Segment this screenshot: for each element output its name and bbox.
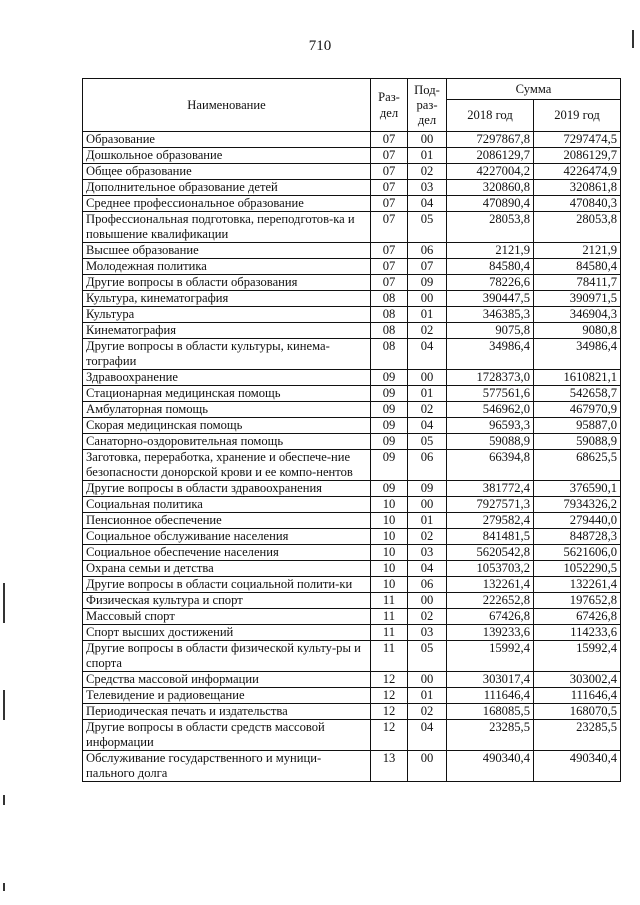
row-name: Другие вопросы в области средств массовой информации <box>83 720 371 751</box>
row-razdel: 07 <box>371 212 408 243</box>
row-podrazdel: 03 <box>408 545 447 561</box>
table-row <box>83 513 621 529</box>
row-amount-2018: 28053,8 <box>447 212 534 243</box>
row-amount-2018: 23285,5 <box>447 720 534 751</box>
table-row <box>83 751 621 782</box>
table-row <box>83 180 621 196</box>
row-amount-2018: 2121,9 <box>447 243 534 259</box>
row-name: Высшее образование <box>83 243 371 259</box>
row-amount-2019: 84580,4 <box>534 259 621 275</box>
row-amount-2018: 132261,4 <box>447 577 534 593</box>
table-row <box>83 561 621 577</box>
row-amount-2018: 67426,8 <box>447 609 534 625</box>
row-razdel: 10 <box>371 545 408 561</box>
row-razdel: 08 <box>371 307 408 323</box>
table-row <box>83 625 621 641</box>
row-name: Социальная политика <box>83 497 371 513</box>
row-amount-2019: 7934326,2 <box>534 497 621 513</box>
row-razdel: 07 <box>371 275 408 291</box>
table-row <box>83 291 621 307</box>
row-amount-2019: 490340,4 <box>534 751 621 782</box>
row-amount-2018: 490340,4 <box>447 751 534 782</box>
row-podrazdel: 00 <box>408 672 447 688</box>
row-podrazdel: 06 <box>408 450 447 481</box>
row-razdel: 09 <box>371 386 408 402</box>
row-razdel: 10 <box>371 529 408 545</box>
row-podrazdel: 01 <box>408 688 447 704</box>
table-row <box>83 196 621 212</box>
row-amount-2019: 2086129,7 <box>534 148 621 164</box>
row-podrazdel: 03 <box>408 180 447 196</box>
table-row <box>83 497 621 513</box>
row-name: Кинематография <box>83 323 371 339</box>
row-razdel: 09 <box>371 450 408 481</box>
row-podrazdel: 04 <box>408 561 447 577</box>
row-name: Скорая медицинская помощь <box>83 418 371 434</box>
row-razdel: 09 <box>371 370 408 386</box>
row-name: Социальное обслуживание населения <box>83 529 371 545</box>
row-podrazdel: 07 <box>408 259 447 275</box>
row-amount-2018: 470890,4 <box>447 196 534 212</box>
scan-mark <box>3 583 5 623</box>
row-razdel: 11 <box>371 609 408 625</box>
row-amount-2019: 346904,3 <box>534 307 621 323</box>
row-razdel: 13 <box>371 751 408 782</box>
row-amount-2018: 546962,0 <box>447 402 534 418</box>
row-podrazdel: 05 <box>408 641 447 672</box>
row-name: Дошкольное образование <box>83 148 371 164</box>
table-row <box>83 641 621 672</box>
row-amount-2018: 390447,5 <box>447 291 534 307</box>
row-podrazdel: 06 <box>408 577 447 593</box>
row-amount-2018: 78226,6 <box>447 275 534 291</box>
row-name: Другие вопросы в области социальной полити-ки <box>83 577 371 593</box>
row-razdel: 11 <box>371 593 408 609</box>
row-amount-2018: 2086129,7 <box>447 148 534 164</box>
table-row <box>83 212 621 243</box>
row-razdel: 09 <box>371 418 408 434</box>
row-name: Стационарная медицинская помощь <box>83 386 371 402</box>
row-podrazdel: 02 <box>408 609 447 625</box>
row-amount-2018: 84580,4 <box>447 259 534 275</box>
scan-mark <box>3 690 5 720</box>
row-amount-2018: 1728373,0 <box>447 370 534 386</box>
row-amount-2019: 9080,8 <box>534 323 621 339</box>
table-row <box>83 720 621 751</box>
row-amount-2019: 5621606,0 <box>534 545 621 561</box>
row-podrazdel: 04 <box>408 418 447 434</box>
row-podrazdel: 00 <box>408 132 447 148</box>
row-amount-2019: 59088,9 <box>534 434 621 450</box>
row-razdel: 07 <box>371 132 408 148</box>
row-podrazdel: 05 <box>408 212 447 243</box>
row-podrazdel: 04 <box>408 339 447 370</box>
row-amount-2018: 168085,5 <box>447 704 534 720</box>
table-row <box>83 323 621 339</box>
row-amount-2018: 346385,3 <box>447 307 534 323</box>
row-razdel: 08 <box>371 339 408 370</box>
row-name: Телевидение и радиовещание <box>83 688 371 704</box>
row-name: Заготовка, переработка, хранение и обеспече-ние безопасности донорской крови и ее компо-нентов <box>83 450 371 481</box>
row-amount-2019: 4226474,9 <box>534 164 621 180</box>
row-name: Санаторно-оздоровительная помощь <box>83 434 371 450</box>
row-razdel: 08 <box>371 291 408 307</box>
row-name: Профессиональная подготовка, переподготов-ка и повышение квалификации <box>83 212 371 243</box>
row-amount-2019: 95887,0 <box>534 418 621 434</box>
scan-mark <box>3 795 5 805</box>
row-podrazdel: 01 <box>408 386 447 402</box>
row-name: Другие вопросы в области физической культу-ры и спорта <box>83 641 371 672</box>
row-name: Здравоохранение <box>83 370 371 386</box>
row-name: Амбулаторная помощь <box>83 402 371 418</box>
row-razdel: 07 <box>371 259 408 275</box>
table-row <box>83 339 621 370</box>
scan-mark <box>3 883 5 891</box>
table-row <box>83 545 621 561</box>
row-podrazdel: 00 <box>408 497 447 513</box>
row-amount-2018: 66394,8 <box>447 450 534 481</box>
row-razdel: 07 <box>371 196 408 212</box>
table-row <box>83 418 621 434</box>
table-row <box>83 577 621 593</box>
row-amount-2018: 9075,8 <box>447 323 534 339</box>
row-amount-2018: 279582,4 <box>447 513 534 529</box>
table-row <box>83 402 621 418</box>
row-amount-2018: 4227004,2 <box>447 164 534 180</box>
row-amount-2019: 390971,5 <box>534 291 621 307</box>
row-podrazdel: 09 <box>408 481 447 497</box>
row-podrazdel: 00 <box>408 751 447 782</box>
row-amount-2019: 467970,9 <box>534 402 621 418</box>
row-podrazdel: 02 <box>408 164 447 180</box>
row-podrazdel: 05 <box>408 434 447 450</box>
row-razdel: 09 <box>371 434 408 450</box>
row-amount-2018: 577561,6 <box>447 386 534 402</box>
table-row <box>83 164 621 180</box>
row-amount-2019: 15992,4 <box>534 641 621 672</box>
row-amount-2018: 139233,6 <box>447 625 534 641</box>
row-razdel: 08 <box>371 323 408 339</box>
table-row <box>83 609 621 625</box>
row-razdel: 07 <box>371 148 408 164</box>
row-amount-2018: 303017,4 <box>447 672 534 688</box>
table-body <box>83 132 621 782</box>
table-row <box>83 450 621 481</box>
header-year-2018: 2018 год <box>447 100 534 132</box>
row-amount-2018: 59088,9 <box>447 434 534 450</box>
row-amount-2019: 848728,3 <box>534 529 621 545</box>
row-podrazdel: 00 <box>408 593 447 609</box>
row-podrazdel: 04 <box>408 196 447 212</box>
row-podrazdel: 00 <box>408 370 447 386</box>
row-amount-2018: 111646,4 <box>447 688 534 704</box>
row-podrazdel: 02 <box>408 323 447 339</box>
row-name: Общее образование <box>83 164 371 180</box>
page-number: 710 <box>308 38 332 54</box>
table-row <box>83 386 621 402</box>
scan-mark <box>632 30 634 48</box>
row-amount-2019: 111646,4 <box>534 688 621 704</box>
row-amount-2018: 222652,8 <box>447 593 534 609</box>
row-amount-2019: 376590,1 <box>534 481 621 497</box>
table-row <box>83 481 621 497</box>
row-podrazdel: 03 <box>408 625 447 641</box>
row-name: Средства массовой информации <box>83 672 371 688</box>
row-amount-2019: 1052290,5 <box>534 561 621 577</box>
row-name: Периодическая печать и издательства <box>83 704 371 720</box>
table-row <box>83 688 621 704</box>
row-razdel: 09 <box>371 402 408 418</box>
header-year-2019: 2019 год <box>534 100 621 132</box>
row-podrazdel: 09 <box>408 275 447 291</box>
row-amount-2019: 1610821,1 <box>534 370 621 386</box>
row-amount-2019: 197652,8 <box>534 593 621 609</box>
row-amount-2019: 114233,6 <box>534 625 621 641</box>
row-name: Среднее профессиональное образование <box>83 196 371 212</box>
row-name: Культура, кинематография <box>83 291 371 307</box>
row-name: Культура <box>83 307 371 323</box>
row-razdel: 11 <box>371 641 408 672</box>
row-razdel: 12 <box>371 720 408 751</box>
row-amount-2019: 542658,7 <box>534 386 621 402</box>
row-podrazdel: 02 <box>408 402 447 418</box>
table-row <box>83 243 621 259</box>
row-amount-2018: 96593,3 <box>447 418 534 434</box>
row-amount-2018: 7927571,3 <box>447 497 534 513</box>
row-razdel: 09 <box>371 481 408 497</box>
table-row <box>83 593 621 609</box>
row-amount-2018: 1053703,2 <box>447 561 534 577</box>
row-name: Другие вопросы в области здравоохранения <box>83 481 371 497</box>
row-amount-2019: 67426,8 <box>534 609 621 625</box>
row-name: Спорт высших достижений <box>83 625 371 641</box>
row-name: Пенсионное обеспечение <box>83 513 371 529</box>
row-amount-2019: 320861,8 <box>534 180 621 196</box>
row-name: Социальное обеспечение населения <box>83 545 371 561</box>
row-podrazdel: 06 <box>408 243 447 259</box>
row-razdel: 10 <box>371 577 408 593</box>
header-summa: Сумма <box>447 79 621 100</box>
header-podrazdel: Под- раз- дел <box>408 79 447 132</box>
row-podrazdel: 02 <box>408 704 447 720</box>
row-amount-2019: 2121,9 <box>534 243 621 259</box>
row-amount-2019: 303002,4 <box>534 672 621 688</box>
row-amount-2019: 132261,4 <box>534 577 621 593</box>
row-razdel: 07 <box>371 243 408 259</box>
row-amount-2018: 34986,4 <box>447 339 534 370</box>
table-row <box>83 148 621 164</box>
row-razdel: 12 <box>371 672 408 688</box>
row-name: Массовый спорт <box>83 609 371 625</box>
table-row <box>83 275 621 291</box>
row-podrazdel: 01 <box>408 148 447 164</box>
row-amount-2019: 279440,0 <box>534 513 621 529</box>
row-amount-2018: 381772,4 <box>447 481 534 497</box>
row-razdel: 10 <box>371 513 408 529</box>
row-razdel: 12 <box>371 704 408 720</box>
table-row <box>83 704 621 720</box>
table-row <box>83 529 621 545</box>
header-name: Наименование <box>83 79 371 132</box>
row-amount-2019: 7297474,5 <box>534 132 621 148</box>
row-podrazdel: 01 <box>408 513 447 529</box>
row-razdel: 07 <box>371 164 408 180</box>
row-amount-2019: 23285,5 <box>534 720 621 751</box>
row-name: Образование <box>83 132 371 148</box>
budget-table <box>82 78 621 782</box>
row-razdel: 10 <box>371 497 408 513</box>
row-amount-2019: 34986,4 <box>534 339 621 370</box>
table-row <box>83 434 621 450</box>
row-name: Другие вопросы в области образования <box>83 275 371 291</box>
row-amount-2018: 320860,8 <box>447 180 534 196</box>
row-amount-2018: 15992,4 <box>447 641 534 672</box>
row-name: Физическая культура и спорт <box>83 593 371 609</box>
row-name: Обслуживание государственного и муници-пального долга <box>83 751 371 782</box>
row-amount-2019: 78411,7 <box>534 275 621 291</box>
row-podrazdel: 01 <box>408 307 447 323</box>
row-amount-2018: 841481,5 <box>447 529 534 545</box>
row-podrazdel: 00 <box>408 291 447 307</box>
row-name: Молодежная политика <box>83 259 371 275</box>
table-row <box>83 132 621 148</box>
table-row <box>83 259 621 275</box>
row-razdel: 11 <box>371 625 408 641</box>
row-razdel: 12 <box>371 688 408 704</box>
row-amount-2018: 5620542,8 <box>447 545 534 561</box>
table-row <box>83 307 621 323</box>
header-razdel: Раз- дел <box>371 79 408 132</box>
row-amount-2019: 470840,3 <box>534 196 621 212</box>
row-name: Охрана семьи и детства <box>83 561 371 577</box>
row-podrazdel: 04 <box>408 720 447 751</box>
row-name: Другие вопросы в области культуры, кинема-тографии <box>83 339 371 370</box>
row-amount-2019: 168070,5 <box>534 704 621 720</box>
row-podrazdel: 02 <box>408 529 447 545</box>
table-row <box>83 672 621 688</box>
table-row <box>83 370 621 386</box>
row-name: Дополнительное образование детей <box>83 180 371 196</box>
row-amount-2018: 7297867,8 <box>447 132 534 148</box>
row-amount-2019: 28053,8 <box>534 212 621 243</box>
row-razdel: 07 <box>371 180 408 196</box>
row-razdel: 10 <box>371 561 408 577</box>
row-amount-2019: 68625,5 <box>534 450 621 481</box>
